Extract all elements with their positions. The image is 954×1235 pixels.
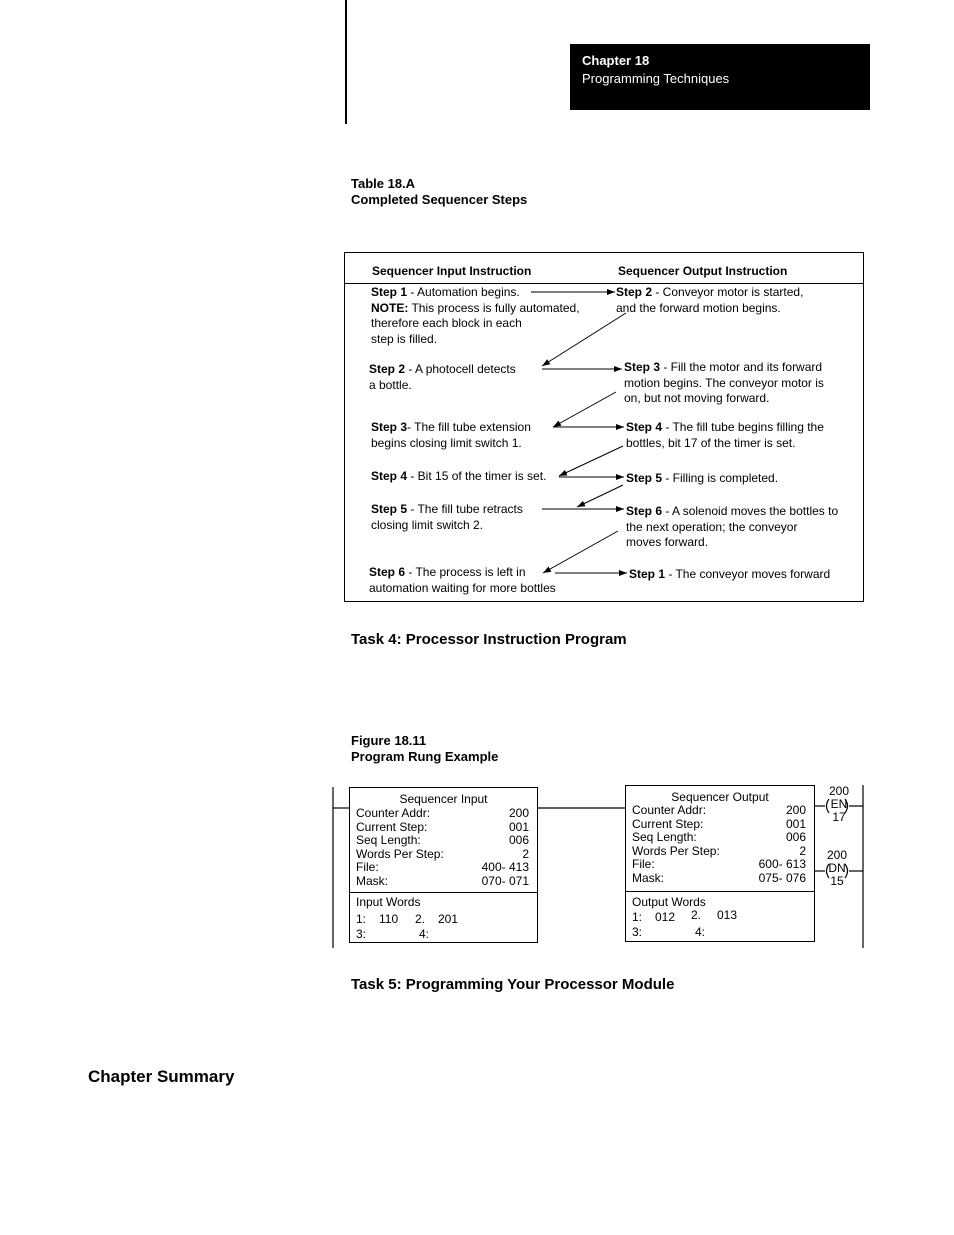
coil-done-tag: DN <box>828 861 846 875</box>
coil-enable <box>824 785 854 824</box>
input-words-divider <box>350 892 537 893</box>
output-step-1: Step 1 - The conveyor moves forward <box>629 567 831 581</box>
param-current-step: Current Step: 001 <box>632 816 806 831</box>
param-seq-length: Seq Length: 006 <box>632 830 806 844</box>
column-header-input: Sequencer Input Instruction <box>372 264 532 278</box>
figure-title: Program Rung Example <box>351 749 499 764</box>
table-number: Table 18.A <box>351 176 416 191</box>
input-step-4: Step 4 - Bit 15 of the timer is set. <box>371 469 547 483</box>
task-4-heading: Task 4: Processor Instruction Program <box>351 631 627 648</box>
input-step-5: Step 5 - The fill tube retracts closing limit switch 2. <box>371 502 523 532</box>
output-step-6: Step 6 - A solenoid moves the bottles to the next operation; the conveyor moves forward. <box>626 504 839 549</box>
coil-enable-address: 200 <box>828 784 850 798</box>
param-words-per-step: Words Per Step: 2 <box>632 843 806 858</box>
input-words-title: Input Words <box>356 895 421 909</box>
output-words-divider <box>626 891 814 892</box>
coil-enable-tag: EN <box>830 797 848 811</box>
output-step-5: Step 5 - Filling is completed. <box>626 471 779 485</box>
input-step-2: Step 2 - A photocell detects a bottle. <box>369 362 516 392</box>
input-step-1: Step 1 - Automation begins. NOTE: This process is fully automated, therefore each block in each step is filled. <box>371 285 580 346</box>
chapter-number: Chapter 18 <box>582 53 650 68</box>
task-5-heading: Task 5: Programming Your Processor Module <box>351 976 675 993</box>
input-words-row-1: 1: 110 2. 201 <box>356 912 459 926</box>
param-counter-addr: Counter Addr: 200 <box>632 803 806 817</box>
figure-number: Figure 18.11 <box>351 733 427 748</box>
param-file: File: 600- 613 <box>632 857 806 871</box>
input-step-3: Step 3- The fill tube extension begins closing limit switch 1. <box>371 420 531 450</box>
output-words-title: Output Words <box>632 895 706 909</box>
output-words-row-2: 3: 4: <box>632 925 706 939</box>
input-step-6: Step 6 - The process is left in automation waiting for more bottles <box>369 565 556 595</box>
param-seq-length: Seq Length: 006 <box>356 833 529 847</box>
param-file: File: 400- 413 <box>356 860 529 874</box>
param-words-per-step: Words Per Step: 2 <box>356 846 529 861</box>
output-words-row-1: 1: 012 2. 013 <box>632 908 738 924</box>
coil-done-bit: 15 <box>830 874 844 888</box>
sequencer-input-title: Sequencer Input <box>399 792 488 806</box>
input-words-row-2: 3: 4: <box>356 927 430 941</box>
chapter-summary-heading: Chapter Summary <box>88 1067 235 1086</box>
coil-done <box>822 849 852 888</box>
sequencer-output-title: Sequencer Output <box>671 790 769 804</box>
table-title: Completed Sequencer Steps <box>351 192 528 207</box>
sequencer-output-block <box>625 785 815 942</box>
sequencer-input-block <box>349 787 538 943</box>
param-counter-addr: Counter Addr: 200 <box>356 806 529 820</box>
output-step-2: Step 2 - Conveyor motor is started, and the forward motion begins. <box>616 285 804 315</box>
chapter-title: Programming Techniques <box>582 71 730 86</box>
coil-enable-bit: 17 <box>832 810 846 824</box>
param-mask: Mask: 070- 071 <box>356 873 529 888</box>
coil-done-address: 200 <box>826 848 848 862</box>
output-step-3: Step 3 - Fill the motor and its forward motion begins. The conveyor motor is on, but not moving forward. <box>624 360 824 405</box>
column-header-output: Sequencer Output Instruction <box>618 264 788 278</box>
param-current-step: Current Step: 001 <box>356 819 529 834</box>
param-mask: Mask: 075- 076 <box>632 870 806 885</box>
output-step-4: Step 4 - The fill tube begins filling the bottles, bit 17 of the timer is set. <box>626 420 824 450</box>
